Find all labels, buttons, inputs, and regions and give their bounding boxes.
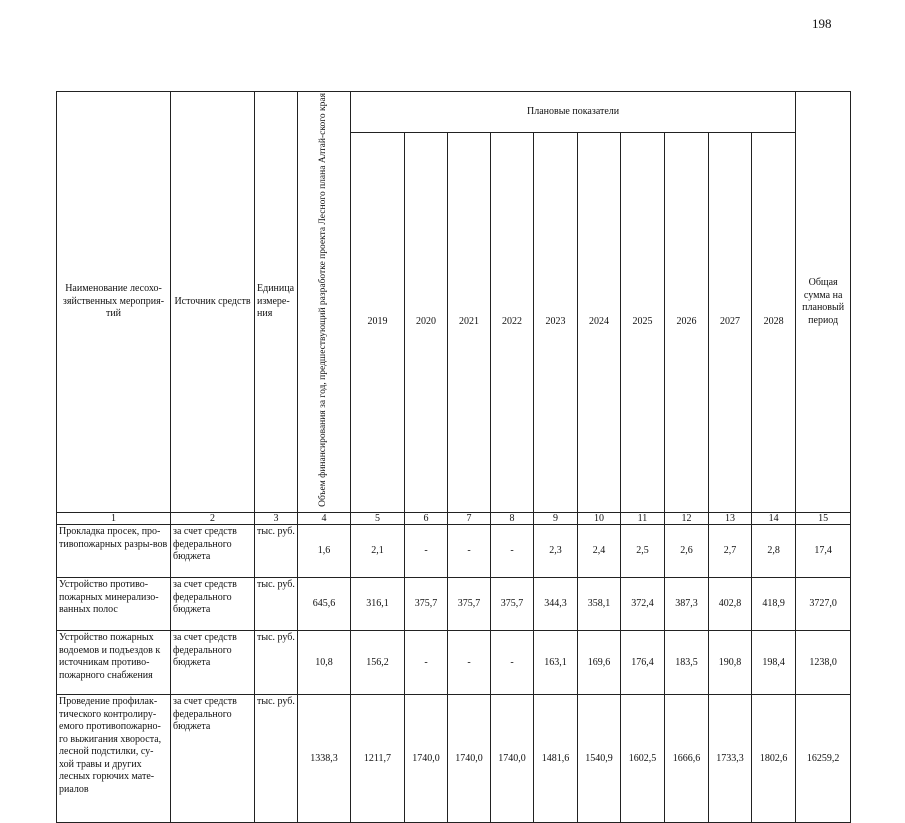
header-year: 2028 bbox=[752, 132, 796, 513]
row-value: - bbox=[448, 631, 491, 695]
row-source: за счет средств федерального бюджета bbox=[171, 695, 255, 823]
column-number: 12 bbox=[665, 513, 709, 525]
row-value: 169,6 bbox=[578, 631, 621, 695]
column-number: 1 bbox=[57, 513, 171, 525]
row-value: - bbox=[491, 525, 534, 578]
column-number-row bbox=[57, 513, 851, 525]
header-planned: Плановые показатели bbox=[351, 92, 796, 133]
row-value: - bbox=[405, 525, 448, 578]
row-value: 1211,7 bbox=[351, 695, 405, 823]
row-value: 2,8 bbox=[752, 525, 796, 578]
row-value: 358,1 bbox=[578, 578, 621, 631]
column-number: 11 bbox=[621, 513, 665, 525]
header-year: 2023 bbox=[534, 132, 578, 513]
column-number: 13 bbox=[709, 513, 752, 525]
row-prev-volume: 645,6 bbox=[298, 578, 351, 631]
row-value: 375,7 bbox=[491, 578, 534, 631]
row-value: 1740,0 bbox=[491, 695, 534, 823]
row-unit: тыс. руб. bbox=[255, 578, 298, 631]
row-prev-volume: 1,6 bbox=[298, 525, 351, 578]
page-number: 198 bbox=[812, 16, 832, 31]
column-number: 6 bbox=[405, 513, 448, 525]
row-total: 17,4 bbox=[796, 525, 851, 578]
row-value: 387,3 bbox=[665, 578, 709, 631]
row-value: 1666,6 bbox=[665, 695, 709, 823]
row-value: 1540,9 bbox=[578, 695, 621, 823]
row-value: 156,2 bbox=[351, 631, 405, 695]
table-row bbox=[57, 525, 851, 578]
header-year: 2027 bbox=[709, 132, 752, 513]
table-row bbox=[57, 631, 851, 695]
header-year: 2019 bbox=[351, 132, 405, 513]
table-row bbox=[57, 695, 851, 823]
row-value: 2,6 bbox=[665, 525, 709, 578]
header-prev-volume-text: Объем финансирования за год, предшествующий разработке проекта Лесного плана Алтай-ского края bbox=[318, 93, 329, 507]
row-prev-volume: 1338,3 bbox=[298, 695, 351, 823]
row-unit: тыс. руб. bbox=[255, 695, 298, 823]
row-unit: тыс. руб. bbox=[255, 631, 298, 695]
row-total: 16259,2 bbox=[796, 695, 851, 823]
row-source: за счет средств федерального бюджета bbox=[171, 578, 255, 631]
row-value: 198,4 bbox=[752, 631, 796, 695]
row-value: 375,7 bbox=[448, 578, 491, 631]
column-number: 9 bbox=[534, 513, 578, 525]
row-value: - bbox=[448, 525, 491, 578]
row-name: Прокладка просек, про-тивопожарных разры-вов bbox=[57, 525, 171, 578]
row-value: 344,3 bbox=[534, 578, 578, 631]
row-value: 2,1 bbox=[351, 525, 405, 578]
row-value: 1802,6 bbox=[752, 695, 796, 823]
row-value: 2,7 bbox=[709, 525, 752, 578]
table-row bbox=[57, 578, 851, 631]
row-value: 2,3 bbox=[534, 525, 578, 578]
column-number: 7 bbox=[448, 513, 491, 525]
column-number: 2 bbox=[171, 513, 255, 525]
header-unit: Единица измере-ния bbox=[255, 92, 298, 513]
column-number: 15 bbox=[796, 513, 851, 525]
row-value: 372,4 bbox=[621, 578, 665, 631]
column-number: 4 bbox=[298, 513, 351, 525]
row-prev-volume: 10,8 bbox=[298, 631, 351, 695]
row-source: за счет средств федерального бюджета bbox=[171, 631, 255, 695]
row-value: 163,1 bbox=[534, 631, 578, 695]
row-value: 316,1 bbox=[351, 578, 405, 631]
header-year: 2022 bbox=[491, 132, 534, 513]
column-number: 14 bbox=[752, 513, 796, 525]
row-value: 1740,0 bbox=[405, 695, 448, 823]
row-value: 1740,0 bbox=[448, 695, 491, 823]
header-year: 2021 bbox=[448, 132, 491, 513]
row-value: 176,4 bbox=[621, 631, 665, 695]
row-value: - bbox=[405, 631, 448, 695]
row-value: 1602,5 bbox=[621, 695, 665, 823]
row-source: за счет средств федерального бюджета bbox=[171, 525, 255, 578]
column-number: 8 bbox=[491, 513, 534, 525]
row-unit: тыс. руб. bbox=[255, 525, 298, 578]
header-prev-volume bbox=[298, 92, 351, 513]
column-number: 10 bbox=[578, 513, 621, 525]
row-value: 1481,6 bbox=[534, 695, 578, 823]
row-value: 190,8 bbox=[709, 631, 752, 695]
row-value: 418,9 bbox=[752, 578, 796, 631]
header-total: Общая сумма на плановый период bbox=[796, 92, 851, 513]
header-year: 2024 bbox=[578, 132, 621, 513]
row-value: 375,7 bbox=[405, 578, 448, 631]
row-value: 183,5 bbox=[665, 631, 709, 695]
row-value: 2,5 bbox=[621, 525, 665, 578]
header-source: Источник средств bbox=[171, 92, 255, 513]
header-year: 2026 bbox=[665, 132, 709, 513]
row-total: 1238,0 bbox=[796, 631, 851, 695]
row-name: Проведение профилак-тического контролиру-емого противопожарно-го выжигания хвороста, лесной подстилки, су-хой травы и других лесных горючих мате-риалов bbox=[57, 695, 171, 823]
row-name: Устройство противо-пожарных минерализо-ванных полос bbox=[57, 578, 171, 631]
row-value: 2,4 bbox=[578, 525, 621, 578]
row-value: 1733,3 bbox=[709, 695, 752, 823]
header-year: 2020 bbox=[405, 132, 448, 513]
row-name: Устройство пожарных водоемов и подъездов к источникам противо-пожарного снабжения bbox=[57, 631, 171, 695]
header-name: Наименование лесохо-зяйственных мероприя-тий bbox=[57, 92, 171, 513]
row-total: 3727,0 bbox=[796, 578, 851, 631]
row-value: - bbox=[491, 631, 534, 695]
forestry-plan-table bbox=[56, 91, 851, 823]
column-number: 3 bbox=[255, 513, 298, 525]
header-year: 2025 bbox=[621, 132, 665, 513]
column-number: 5 bbox=[351, 513, 405, 525]
row-value: 402,8 bbox=[709, 578, 752, 631]
